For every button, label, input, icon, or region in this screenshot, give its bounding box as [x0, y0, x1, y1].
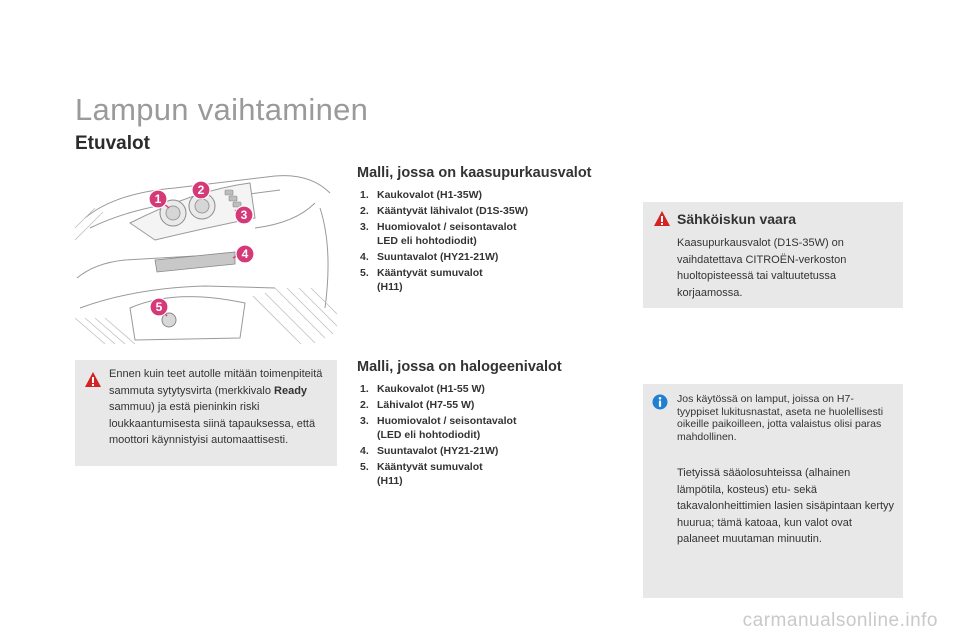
item-number: 4.: [360, 445, 369, 457]
callout-1-label: 1: [154, 192, 162, 206]
callout-4-label: 4: [241, 247, 249, 261]
warning-icon: [653, 210, 671, 228]
headlamp-diagram: [75, 168, 337, 344]
item-number: 2.: [360, 205, 369, 217]
halogen-bulb-list: [360, 382, 620, 490]
list-item: [360, 414, 620, 442]
item-text-line2: LED eli hohtodiodit): [377, 235, 477, 247]
info-text-2: Tietyissä sääolosuhteissa (alhainen lämpötila, kosteus) etu- sekä takavalonheittimien lasien sisäpintaan kertyy huurua; tämä katoaa, kun valot ovat palaneet muutaman minuutin.: [677, 467, 895, 545]
callout-2: [192, 181, 210, 199]
info-text-1: Jos käytössä on lamput, joissa on H7-tyyppiset lukitusnastat, aseta ne huolellisesti oikeille paikoilleen, jotta valaistus olisi paras mahdollinen.: [677, 393, 884, 443]
electric-warning-box: [643, 202, 903, 308]
item-number: 5.: [360, 267, 369, 279]
item-number: 1.: [360, 189, 369, 201]
halogen-heading: Malli, jossa on halogeenivalot: [357, 359, 562, 375]
item-text: Kääntyvät sumuvalot: [377, 267, 483, 279]
item-number: 4.: [360, 251, 369, 263]
item-text: Suuntavalot (HY21-21W): [377, 445, 499, 457]
ignition-warning-text-after: sammuu) ja estä pieninkin riski loukkaantumisesta siinä tapauksessa, että moottori käynnistyisi automaattisesti.: [109, 401, 316, 446]
item-text-line2: (H11): [377, 475, 403, 487]
list-item: [360, 382, 620, 396]
ignition-warning-text-before: Ennen kuin teet autolle mitään toimenpiteitä sammuta sytytysvirta (merkkivalo: [109, 368, 323, 397]
callout-5: [150, 298, 168, 316]
item-text: Kaukovalot (H1-55 W): [377, 383, 485, 395]
list-item: [360, 460, 620, 488]
callout-3-label: 3: [240, 208, 248, 222]
item-number: 1.: [360, 383, 369, 395]
item-number: 5.: [360, 461, 369, 473]
list-item: [360, 266, 620, 294]
item-number: 3.: [360, 415, 369, 427]
item-text: Lähivalot (H7-55 W): [377, 399, 475, 411]
list-item: [360, 220, 620, 248]
ignition-warning-box: [75, 360, 337, 466]
info-icon: [652, 394, 668, 410]
info-box: [643, 384, 903, 598]
callout-2-label: 2: [197, 183, 205, 197]
callout-3: [235, 206, 253, 224]
section-title: Etuvalot: [75, 133, 150, 154]
watermark: carmanualsonline.info: [742, 610, 938, 631]
item-text: Huomiovalot / seisontavalot: [377, 415, 517, 427]
warning-icon: [84, 371, 102, 389]
callout-1: [149, 190, 167, 208]
callout-5-label: 5: [155, 300, 163, 314]
xenon-bulb-list: [360, 188, 620, 296]
item-text-line2: (LED eli hohtodiodit): [377, 429, 481, 441]
headlamp-illustration: [75, 168, 337, 344]
item-text: Suuntavalot (HY21-21W): [377, 251, 499, 263]
list-item: [360, 250, 620, 264]
item-number: 2.: [360, 399, 369, 411]
callout-4: [236, 245, 254, 263]
electric-warning-text: Kaasupurkausvalot (D1S-35W) on vaihdatettava CITROËN-verkoston huoltopisteessä tai valtuutetussa korjaamossa.: [677, 237, 847, 299]
ready-indicator-label: Ready: [274, 384, 308, 397]
page-title: Lampun vaihtaminen: [75, 92, 369, 127]
ignition-warning-text: [109, 366, 329, 449]
list-item: [360, 444, 620, 458]
item-text: Kääntyvät lähivalot (D1S-35W): [377, 205, 529, 217]
electric-warning-title: Sähköiskun vaara: [677, 211, 797, 227]
xenon-heading: Malli, jossa on kaasupurkausvalot: [357, 165, 592, 181]
item-text-line2: (H11): [377, 281, 403, 293]
list-item: [360, 204, 620, 218]
item-number: 3.: [360, 221, 369, 233]
item-text: Kääntyvät sumuvalot: [377, 461, 483, 473]
item-text: Kaukovalot (H1-35W): [377, 189, 483, 201]
item-text: Huomiovalot / seisontavalot: [377, 221, 517, 233]
list-item: [360, 398, 620, 412]
list-item: [360, 188, 620, 202]
